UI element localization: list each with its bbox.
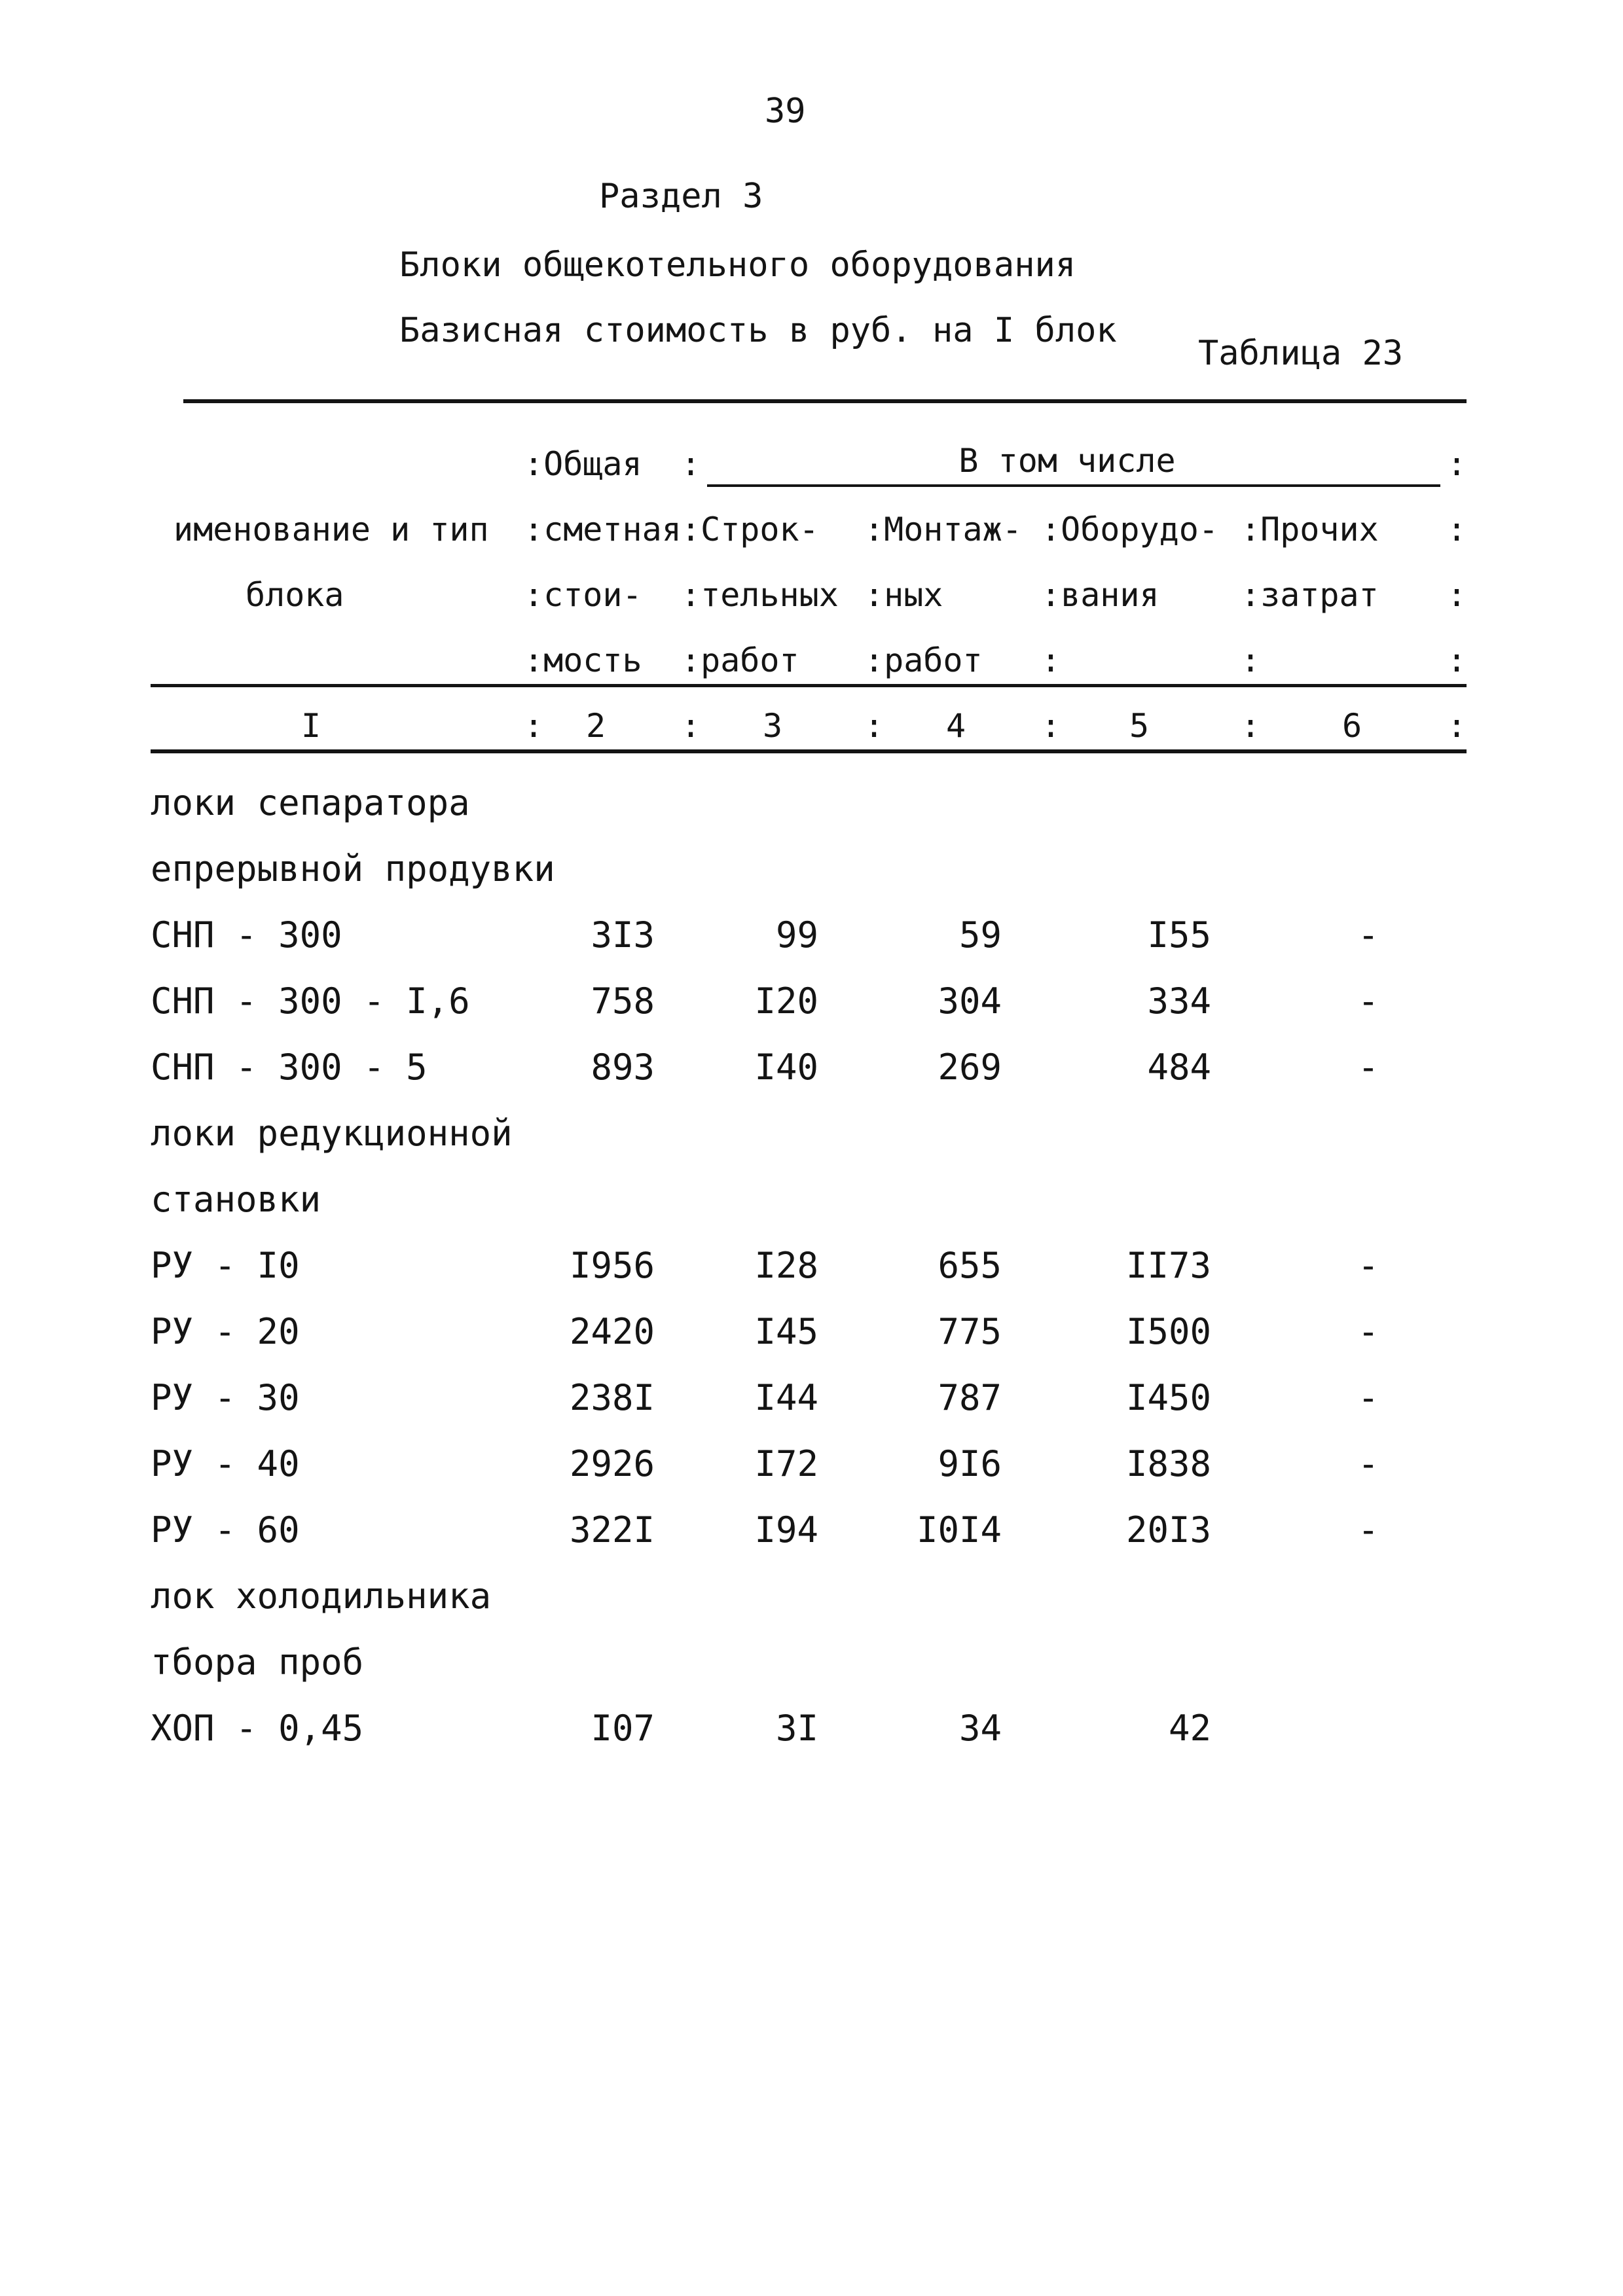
right-separator-3: : [1447, 641, 1467, 679]
col-number-4: 4 [945, 707, 966, 745]
row-name: РУ - I0 [151, 1245, 300, 1286]
col-number-colon-4: : [1041, 707, 1061, 745]
col3-header-line-2: :тельных [681, 576, 839, 614]
group-left-colon: : [681, 445, 701, 483]
col-number-colon-3: : [864, 707, 884, 745]
row-value-col2: 758 [591, 980, 655, 1022]
col2-header-line-3: :стои- [524, 576, 642, 614]
section-heading: Раздел 3 [599, 177, 763, 216]
col3-header-line-3: :работ [681, 641, 799, 679]
col2-header-line-4: :мость [524, 641, 642, 679]
col6-header-line-1: :Прочих [1241, 511, 1379, 548]
row-name: лок холодильника [151, 1575, 492, 1617]
row-value-col5: 20I3 [1125, 1509, 1211, 1551]
row-name: становки [151, 1179, 321, 1220]
row-value-col6: - [1357, 980, 1379, 1022]
group-right-colon: : [1447, 445, 1467, 483]
right-separator-1: : [1447, 511, 1467, 548]
row-value-col3: I20 [754, 980, 818, 1022]
header-bottom-rule [151, 684, 1467, 687]
row-name: СНП - 300 - I,6 [151, 980, 470, 1022]
row-value-col2: 893 [591, 1047, 655, 1088]
col-number-2: 2 [585, 707, 606, 745]
row-value-col4: 304 [938, 980, 1002, 1022]
row-value-col4: 59 [958, 914, 1002, 956]
row-value-col6: - [1357, 1443, 1379, 1484]
col2-header-line-1: :Общая [524, 445, 642, 483]
row-value-col3: I28 [754, 1245, 818, 1286]
row-value-col3: I94 [754, 1509, 818, 1551]
row-value-col4: 269 [938, 1047, 1002, 1088]
row-value-col5: 484 [1147, 1047, 1211, 1088]
col-number-colon-6: : [1447, 707, 1467, 745]
page-number: 39 [765, 92, 806, 131]
row-value-col4: 787 [938, 1377, 1002, 1418]
row-value-col4: 775 [938, 1311, 1002, 1352]
row-name: тбора проб [151, 1641, 364, 1683]
row-value-col6: - [1357, 1311, 1379, 1352]
group-underline [707, 484, 1440, 487]
row-name: СНП - 300 - 5 [151, 1047, 428, 1088]
row-value-col4: I0I4 [916, 1509, 1002, 1551]
row-value-col6: - [1357, 1509, 1379, 1551]
col5-header-line-3: : [1041, 641, 1061, 679]
col6-header-line-3: : [1241, 641, 1261, 679]
table-label: Таблица 23 [1198, 334, 1404, 373]
row-value-col5: II73 [1125, 1245, 1211, 1286]
col-number-3: 3 [762, 707, 783, 745]
row-value-col5: I450 [1125, 1377, 1211, 1418]
table-top-rule [183, 399, 1467, 403]
row-value-col4: 34 [958, 1708, 1002, 1749]
row-name: СНП - 300 [151, 914, 342, 956]
row-value-col6: - [1357, 914, 1379, 956]
col1-header-line-1: именование и тип [173, 511, 489, 548]
row-value-col4: 655 [938, 1245, 1002, 1286]
col5-header-line-2: :вания [1041, 576, 1159, 614]
col-number-6: 6 [1341, 707, 1362, 745]
col4-header-line-1: :Монтаж- [864, 511, 1022, 548]
row-value-col3: I45 [754, 1311, 818, 1352]
row-name: локи редукционной [151, 1113, 513, 1154]
numbers-bottom-rule [151, 749, 1467, 753]
row-value-col6: - [1357, 1377, 1379, 1418]
col4-header-line-3: :работ [864, 641, 983, 679]
row-value-col2: I956 [569, 1245, 655, 1286]
row-value-col2: 238I [569, 1377, 655, 1418]
row-value-col3: I40 [754, 1047, 818, 1088]
row-value-col5: 334 [1147, 980, 1211, 1022]
row-value-col2: 2926 [569, 1443, 655, 1484]
row-value-col2: 3I3 [591, 914, 655, 956]
row-value-col3: 3I [775, 1708, 818, 1749]
row-value-col3: 99 [775, 914, 818, 956]
row-value-col3: I72 [754, 1443, 818, 1484]
col-number-1: I [301, 707, 321, 745]
row-value-col6: - [1357, 1245, 1379, 1286]
row-value-col5: I500 [1125, 1311, 1211, 1352]
row-value-col5: I55 [1147, 914, 1211, 956]
row-name: ХОП - 0,45 [151, 1708, 364, 1749]
row-value-col6: - [1357, 1047, 1379, 1088]
document-title: Блоки общекотельного оборудования [399, 245, 1076, 285]
row-value-col3: I44 [754, 1377, 818, 1418]
col2-header-line-2: :сметная [524, 511, 682, 548]
col1-header-line-2: блока [246, 576, 344, 614]
row-value-col2: 2420 [569, 1311, 655, 1352]
group-label: В том числе [958, 442, 1176, 480]
row-name: локи сепаратора [151, 782, 470, 823]
row-name: епрерывной продувки [151, 848, 555, 889]
col-number-5: 5 [1129, 707, 1150, 745]
row-value-col2: 322I [569, 1509, 655, 1551]
col4-header-line-2: :ных [864, 576, 943, 614]
row-value-col2: I07 [591, 1708, 655, 1749]
right-separator-2: : [1447, 576, 1467, 614]
row-name: РУ - 40 [151, 1443, 300, 1484]
col6-header-line-2: :затрат [1241, 576, 1379, 614]
row-value-col4: 9I6 [938, 1443, 1002, 1484]
col5-header-line-1: :Оборудо- [1041, 511, 1218, 548]
row-name: РУ - 20 [151, 1311, 300, 1352]
row-name: РУ - 30 [151, 1377, 300, 1418]
col-number-colon-5: : [1241, 707, 1261, 745]
col-number-colon-1: : [524, 707, 544, 745]
document-subtitle: Базисная стоимость в руб. на I блок [399, 311, 1117, 350]
row-value-col5: I838 [1125, 1443, 1211, 1484]
row-name: РУ - 60 [151, 1509, 300, 1551]
col-number-colon-2: : [681, 707, 701, 745]
row-value-col5: 42 [1168, 1708, 1211, 1749]
col3-header-line-1: :Строк- [681, 511, 819, 548]
